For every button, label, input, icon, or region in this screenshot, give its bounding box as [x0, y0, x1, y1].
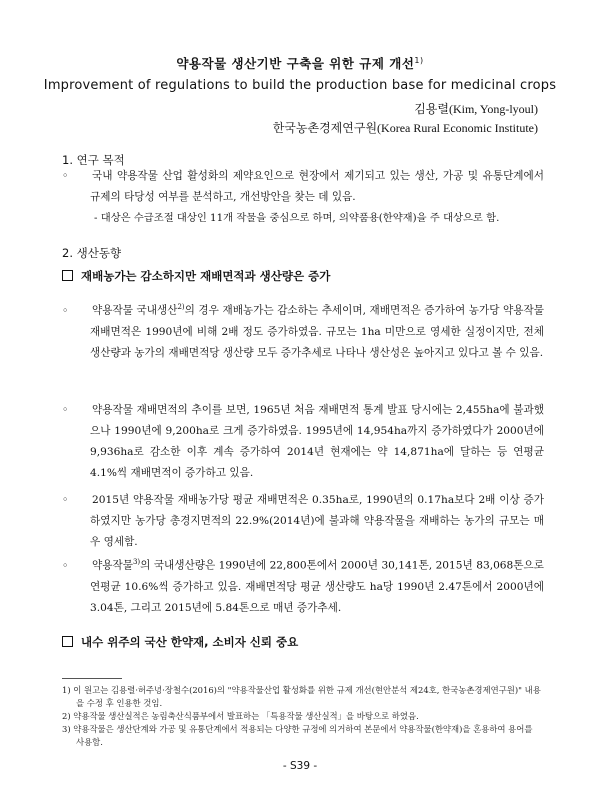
p2-text: 약용작물 재배면적의 추이를 보면, 1965년 처음 재배면적 통계 발표 당시에는 2,455ha에 불과했으나 1990년에 9,200ha로 크게 증가하였음. 1995년에 14,954ha까지 증가하였다가 2000년에 9,936ha로 감소한 이후 계속 증가하여 2014년 현재에는 약 14,871ha에 달하는 등 연평균 4.1%씩 재배면적이 증가하고 있음. [90, 404, 544, 479]
footnote-1: 1) 이 원고는 김용렬·허주녕·장철수(2016)의 "약용작물산업 활성화를 위한 규제 개선(현안분석 제24호, 한국농촌경제연구원)" 내용을 수정 후 인용한 것임. [62, 685, 541, 708]
section-2-title: 2. 생산동향 [62, 246, 122, 260]
page-number: - S39 - [282, 760, 318, 772]
p1-text-b: 의 경우 재배농가는 감소하는 추세이며, 재배면적은 증가하여 농가당 약용작물 재배면적은 1990년에 비해 2배 정도 증가하였음. 규모는 1ha 미만으로 영세한 실정이지만, 전체 생산량과 농가의 재배면적당 생산량 모두 증가추세로 나타나 생산성은 높아지고 있다고 볼 수 있음. [90, 304, 544, 359]
subheading-consumer-trust [62, 634, 298, 650]
paragraph-area-trend [62, 400, 544, 484]
p4-text-b: 의 국내생산량은 1990년에 22,800톤에서 2000년 30,141톤, 2015년 83,068톤으로 연평균 10.6%씩 증가하고 있음. 재배면적당 평균 생산량도 ha당 1990년 2.47톤에서 2000년에 3.04톤, 그리고 2015년에 5.84톤으로 매년 증가추세. [90, 559, 544, 614]
footnote-2: 2) 약용작물 생산실적은 농림축산식품부에서 발표하는 「특용작물 생산실적」을 바탕으로 하였음. [62, 711, 419, 721]
author-affiliation: 한국농촌경제연구원(Korea Rural Economic Institute) [272, 121, 538, 135]
square-bullet-icon [62, 636, 73, 647]
title-english: Improvement of regulations to build the production base for medicinal crops [43, 78, 557, 93]
p3-text: 2015년 약용작물 재배농가당 평균 재배면적은 0.35ha로, 1990년의 0.17ha보다 2배 이상 증가하였지만 농가당 총경지면적의 22.9%(2014년)에 불과해 약용작물을 재배하는 농가의 규모는 매우 영세함. [90, 494, 544, 548]
section-1-subpoint: - 대상은 수급조절 대상인 11개 작물을 중심으로 하며, 의약품용(한약재)을 주 대상으로 함. [94, 212, 500, 224]
subheading-farms-area [62, 268, 330, 284]
square-bullet-icon [62, 270, 73, 281]
title-korean [0, 54, 600, 72]
subheading-farms-area-text: 재배농가는 감소하지만 재배면적과 생산량은 증가 [81, 269, 331, 283]
bullet-marker: ◦ [62, 170, 69, 182]
bullet-marker: ◦ [62, 404, 69, 416]
p1-text-a: 약용작물 국내생산 [92, 304, 178, 317]
paragraph-production-volume [62, 552, 544, 619]
paragraph-farm-size [62, 490, 544, 553]
paragraph-domestic-production [62, 297, 544, 364]
title-footnote-marker: 1) [414, 55, 424, 65]
bullet-marker: ◦ [62, 304, 69, 317]
subheading-consumer-trust-text: 내수 위주의 국산 한약재, 소비자 신뢰 중요 [81, 635, 299, 649]
bullet-marker: ◦ [62, 494, 69, 506]
footnote-divider [62, 678, 122, 679]
footnote-3: 3) 약용작물은 생산단계와 가공 및 유통단계에서 적용되는 다양한 규정에 의거하여 본문에서 약용작물(한약재)을 혼용하여 용어를 사용함. [62, 724, 533, 747]
title-korean-text: 약용작물 생산기반 구축을 위한 규제 개선 [176, 56, 415, 71]
footnote-marker-3: 3) [132, 558, 141, 566]
section-1-paragraph [62, 166, 544, 208]
p4-text-a: 약용작물 [92, 559, 133, 572]
footnote-marker-2: 2) [177, 303, 185, 311]
section-1-text: 국내 약용작물 산업 활성화의 제약요인으로 현장에서 제기되고 있는 생산, 가공 및 유통단계에서 규제의 타당성 여부를 분석하고, 개선방안을 찾는 데 있음. [90, 170, 544, 203]
section-1-title: 1. 연구 목적 [62, 153, 125, 167]
author-name: 김용렬(Kim, Yong-lyoul) [414, 102, 538, 116]
bullet-marker: ◦ [62, 559, 69, 572]
footnotes [62, 684, 542, 749]
